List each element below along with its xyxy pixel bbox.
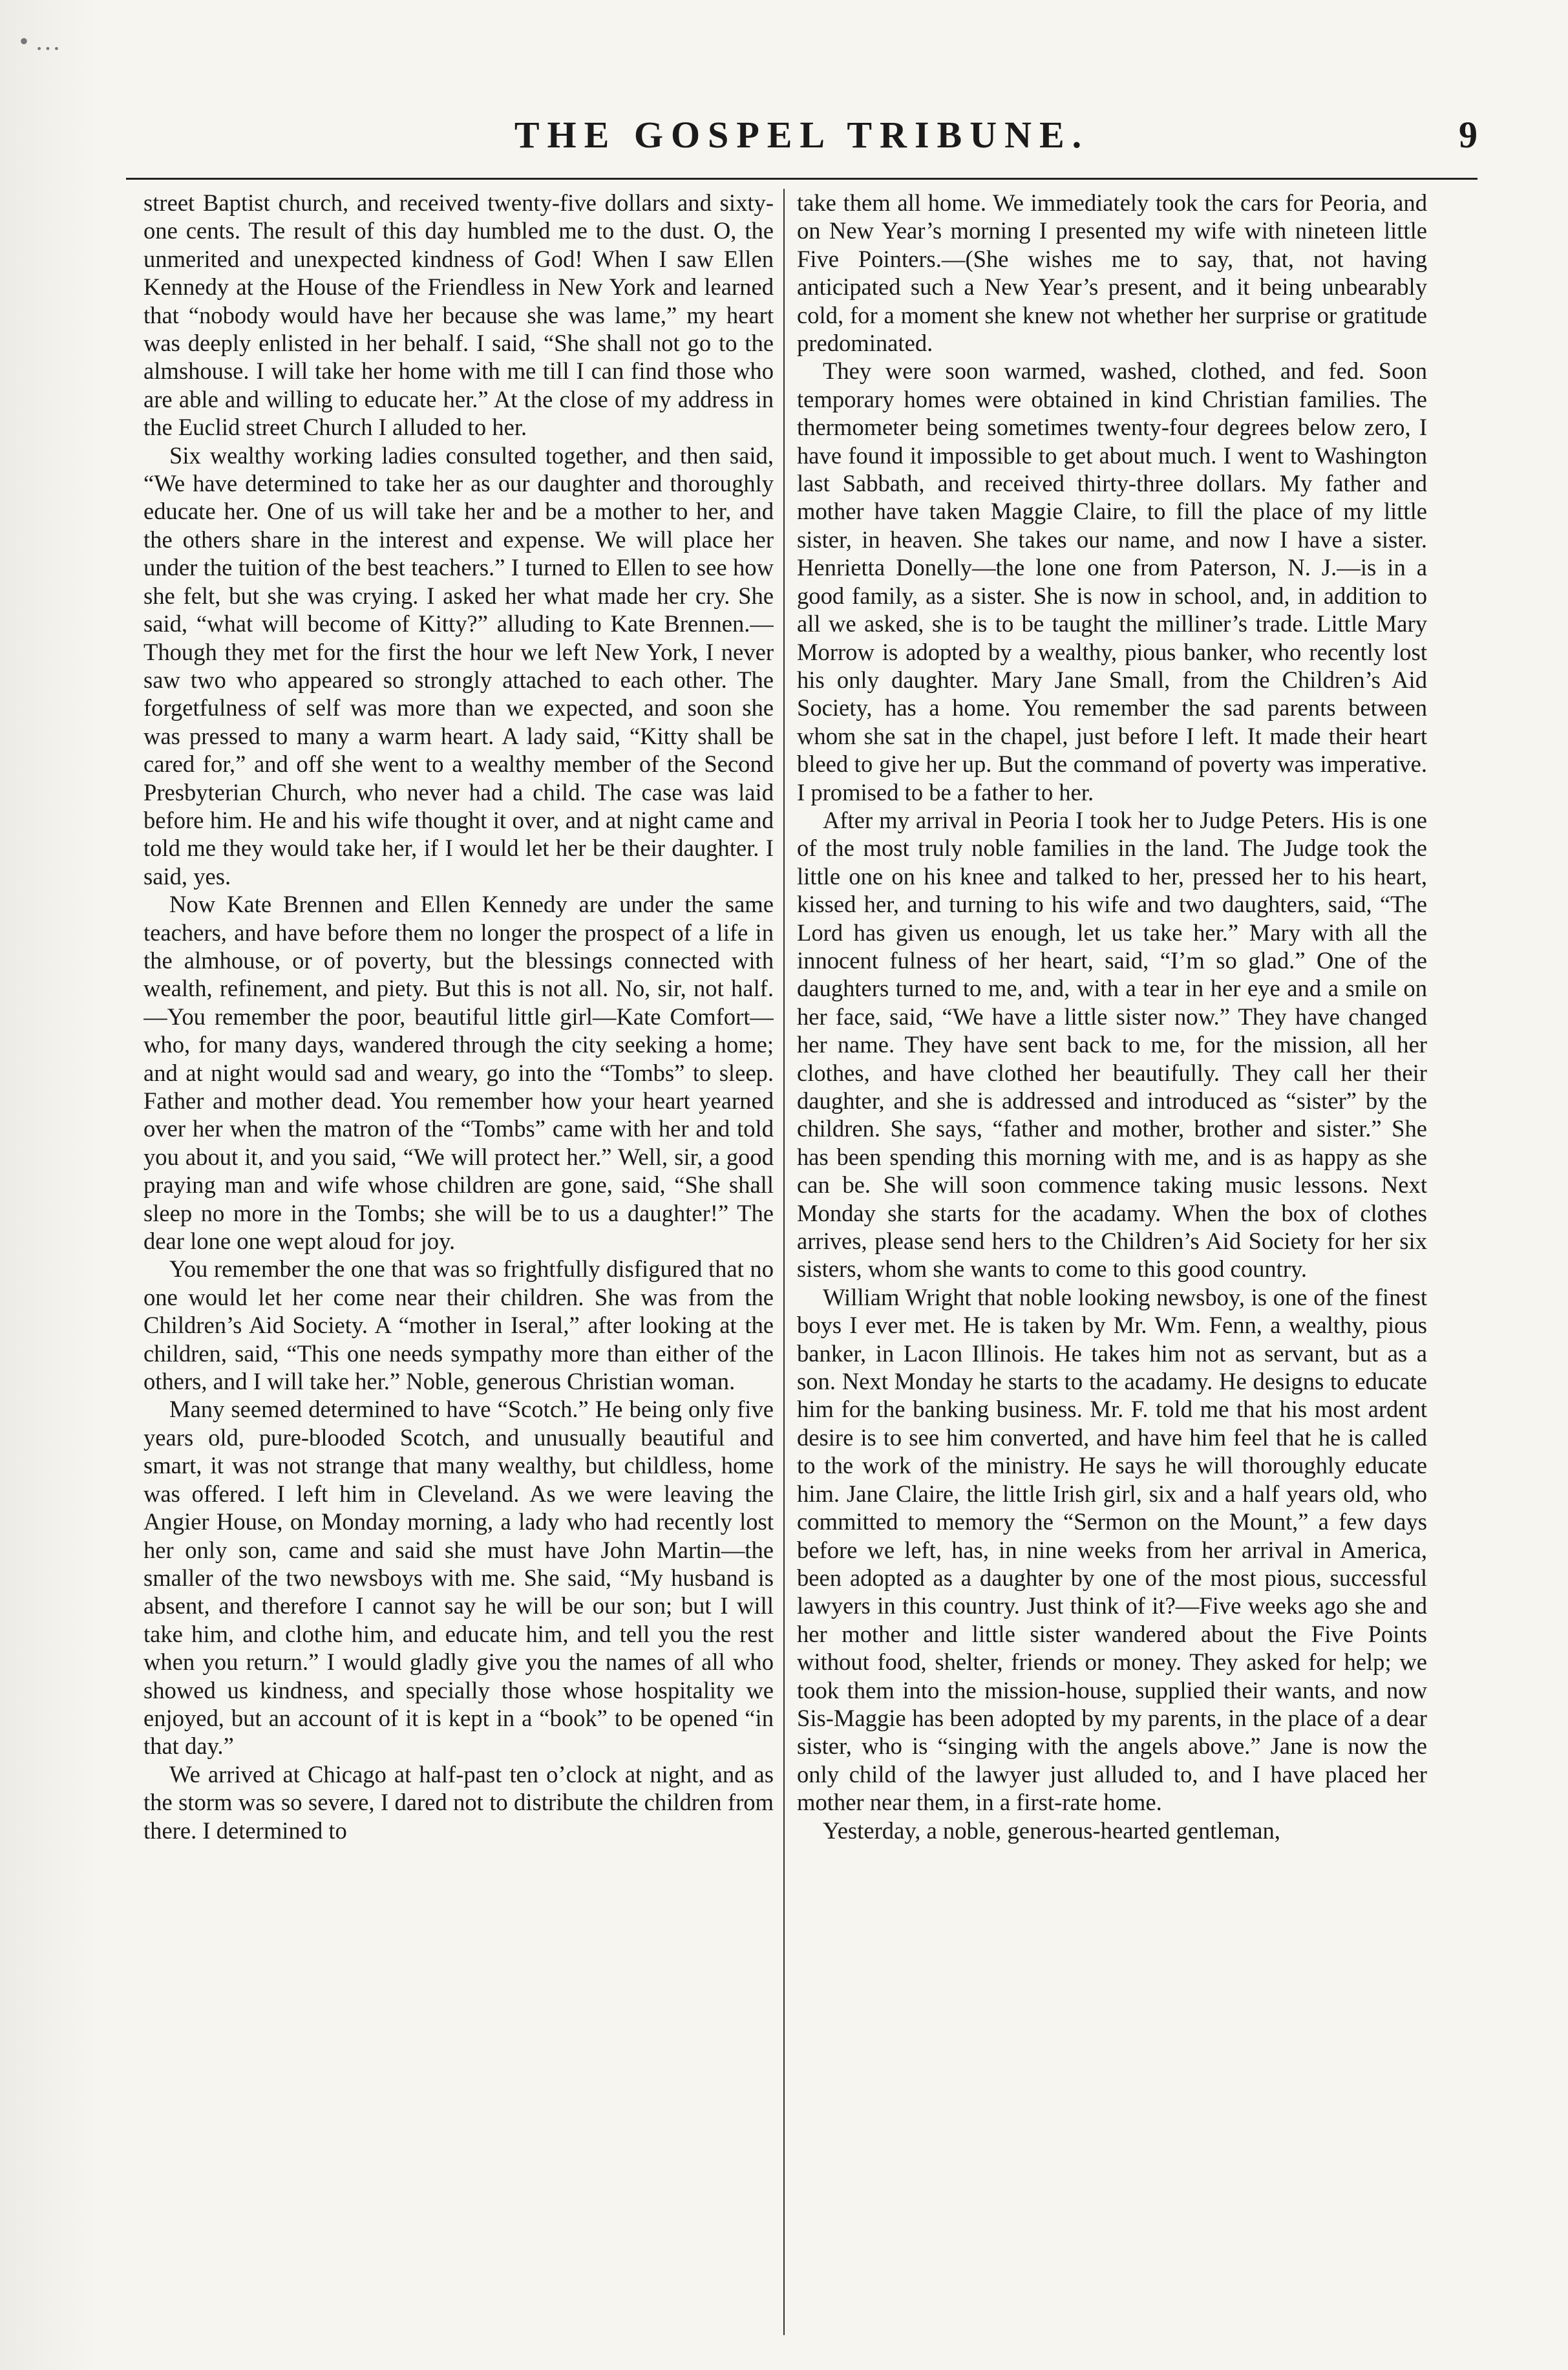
margin-mark: • … [19,27,61,56]
paragraph: Now Kate Brennen and Ellen Kennedy are under the same teachers, and have before them no longer the prospect of a life in the almhouse, or of poverty, but the blessings connected with wealth, refinement, and piety. But this is not all. No, sir, not half.—You remember the poor, beautiful little girl—Kate Comfort—who, for many days, wandered through the city seeking a home; and at night would sad and weary, go into the “Tombs” to sleep. Father and mother dead. You remember how your heart yearned over her when the matron of the “Tombs” came with her and told you about it, and you said, “We will protect her.” Well, sir, a good praying man and wife whose children are gone, said, “She shall sleep no more in the Tombs; she will be to us a daughter!” The dear lone one wept aloud for joy. [143,891,774,1255]
paragraph: street Baptist church, and received twenty-five dollars and sixty-one cents. The result of this day humbled me to the dust. O, the unmerited and unexpected kindness of God! When I saw Ellen Kennedy at the House of the Friendless in New York and learned that “nobody would have her because she was lame,” my heart was deeply enlisted in her behalf. I said, “She shall not go to the almshouse. I will take her home with me till I can find those who are able and willing to educate her.” At the close of my address in the Euclid street Church I alluded to her. [143,189,774,441]
page-header [126,113,1478,165]
left-column [143,189,774,2342]
header-rule [126,178,1478,180]
right-column [797,189,1427,2342]
paragraph: After my arrival in Peoria I took her to Judge Peters. His is one of the most truly noble families in the land. The Judge took the little one on his knee and talked to her, pressed her to his heart, kissed her, and turning to his wife and two daughters, said, “The Lord has given us enough, let us take her.” Mary with all the innocent fulness of her heart, said, “I’m so glad.” One of the daughters turned to me, and, with a tear in her eye and a smile on her face, said, “We have a little sister now.” They have changed her name. They have sent back to me, for the mission, all her clothes, and have clothed her beautifully. They call her their daughter, and she is addressed and introduced as “sister” by the children. She says, “father and mother, brother and sister.” She has been spending this morning with me, and is as happy as she can be. She will soon commence taking music lessons. Next Monday she starts for the acadamy. When the box of clothes arrives, please send hers to the Children’s Aid Society for her six sisters, whom she wants to come to this good country. [797,806,1427,1283]
paragraph: Yesterday, a noble, generous-hearted gentleman, [823,1817,1280,1844]
paragraph: Many seemed determined to have “Scotch.” He being only five years old, pure-blooded Scotch, and unusually beautiful and smart, it was not strange that many wealthy, but childless, home was offered. I left him in Cleveland. As we were leaving the Angier House, on Monday morning, a lady who had recently lost her only son, came and said she must have John Martin—the smaller of the two newsboys with me. She said, “My husband is absent, and therefore I cannot say he will be our son; but I will take him, and clothe him, and educate him, and tell you the rest when you return.” I would gladly give you the names of all who showed us kindness, and specially those whose hospitality we enjoyed, but an account of it is kept in a “book” to be opened “in that day.” [143,1396,774,1760]
page-margin [0,0,97,2370]
journal-title: THE GOSPEL TRIBUNE. [514,114,1090,156]
paragraph: take them all home. We immediately took the cars for Peoria, and on New Year’s morning I presented my wife with nineteen little Five Pointers.—(She wishes me to say, that, not having anticipated such a New Year’s present, and it being unbearably cold, for a moment she knew not whether her surprise or gratitude predominated. [797,189,1427,357]
paragraph: We arrived at Chicago at half-past ten o’clock at night, and as the storm was so severe, I dared not to distribute the children from there. I determined to [143,1760,774,1844]
paragraph: You remember the one that was so frightfully disfigured that no one would let her come near their children. She was from the Children’s Aid Society. A “mother in Iseral,” after looking at the children, said, “This one needs sympathy more than either of the others, and I will take her.” Noble, generous Christian woman. [143,1255,774,1395]
paragraph: They were soon warmed, washed, clothed, and fed. Soon temporary homes were obtained in kind Christian families. The thermometer being sometimes twenty-four degrees below zero, I have found it impossible to get about much. I went to Washington last Sabbath, and received thirty-three dollars. My father and mother have taken Maggie Claire, to fill the place of my little sister, in heaven. She takes our name, and now I have a sister. Henrietta Donelly—the lone one from Paterson, N. J.—is in a good family, as a sister. She is now in school, and, in addition to all we asked, she is to be taught the milliner’s trade. Little Mary Morrow is adopted by a wealthy, pious banker, who recently lost his only daughter. Mary Jane Small, from the Children’s Aid Society, has a home. You remember the sad parents between whom she sat in the chapel, just before I left. It made their heart bleed to give her up. But the command of poverty was imperative. I promised to be a father to her. [797,358,1427,806]
paragraph: William Wright that noble looking newsboy, is one of the finest boys I ever met. He is taken by Mr. Wm. Fenn, a wealthy, pious banker, in Lacon Illinois. He takes him not as servant, but as a son. Next Monday he starts to the acadamy. He designs to educate him for the banking business. Mr. F. told me that his most ardent desire is to see him converted, and have him feel that he is called to the work of the ministry. He says he will thoroughly educate him. Jane Claire, the little Irish girl, six and a half years old, who committed to memory the “Sermon on the Mount,” a few days before we left, has, in nine weeks from her arrival in America, been adopted as a daughter by one of the most pious, successful lawyers in this country. Just think of it?—Five weeks ago she and her mother and little sister wandered about the Five Points without food, shelter, friends or money. They asked for help; we took them into the mission-house, supplied their wants, and now Sis-Maggie has been adopted by my parents, in the place of a dear sister, who is “singing with the angels above.” Jane is now the only child of the lawyer just alluded to, and I have placed her mother near them, in a first-rate home. [797,1283,1427,1816]
page-number: 9 [1459,114,1478,156]
paragraph: Six wealthy working ladies consulted together, and then said, “We have determined to take her as our daughter and thoroughly educate her. One of us will take her and be a mother to her, and the others share in the interest and expense. We will place her under the tuition of the best teachers.” I turned to Ellen to see how she felt, but she was crying. I asked her what made her cry. She said, “what will become of Kitty?” alluding to Kate Brennen.—Though they met for the first the hour we left New York, I never saw two who appeared so strongly attached to each other. The forgetfulness of self was more than we expected, and soon she was pressed to many a warm heart. A lady said, “Kitty shall be cared for,” and off she went to a wealthy member of the Second Presbyterian Church, who never had a child. The case was laid before him. He and his wife thought it over, and at night came and told me they would take her, if I would let her be their daughter. I said, yes. [143,442,774,890]
column-divider [783,189,785,2335]
